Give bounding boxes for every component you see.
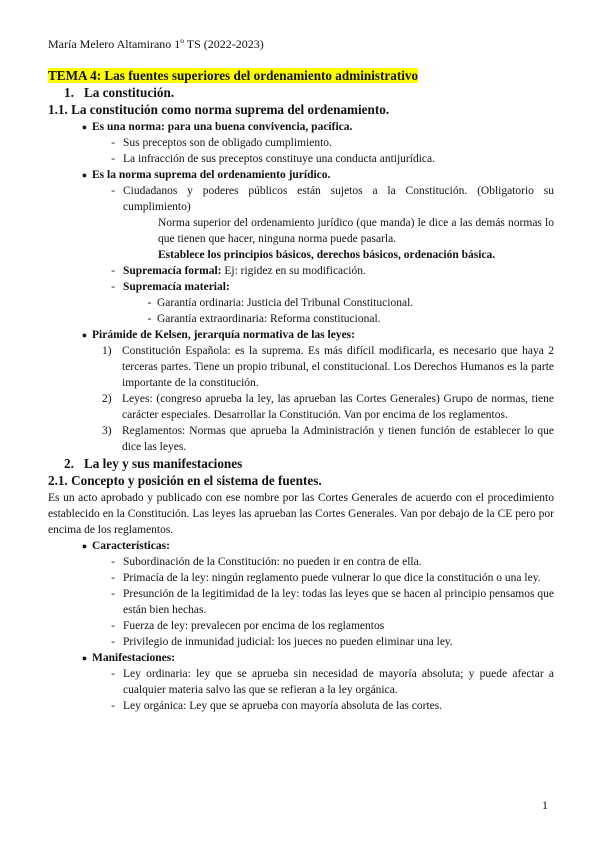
section-2-number: 2.: [64, 456, 74, 471]
dash-item: [48, 586, 554, 618]
sub-dash-item: [48, 311, 554, 327]
dash-icon: -: [111, 620, 115, 632]
bullet-item: [48, 650, 554, 666]
dash-item: [48, 698, 554, 714]
sub-dash-item: [48, 295, 554, 311]
dash-icon: -: [111, 588, 115, 600]
indented-paragraph: Norma superior del ordenamiento jurídico (que manda) le dice a las demás normas lo que tienen que hacer, ninguna norma puede pasarla.: [158, 217, 554, 245]
dash-item: [48, 279, 554, 295]
dash-icon: -: [111, 153, 115, 165]
page-header: María Melero Altamirano 1º TS (2022-2023): [48, 37, 264, 51]
dash-text: Ley orgánica: Ley que se aprueba con mayoría absoluta de las cortes.: [123, 700, 443, 712]
dash-text: Ej: rigidez en su modificación.: [221, 265, 366, 277]
dash-icon: -: [111, 556, 115, 568]
section-1-number: 1.: [64, 85, 74, 100]
bullet-item: [48, 538, 554, 554]
sub-dash-text: Garantía extraordinaria: Reforma constitucional.: [157, 313, 381, 325]
bullet-text: Es una norma: para una buena convivencia, pacífica.: [92, 121, 353, 133]
numbered-item: [48, 343, 554, 391]
item-number: 1): [102, 345, 112, 357]
dash-item: [48, 634, 554, 650]
bullet-dot-icon: ●: [81, 541, 88, 551]
dash-text: Subordinación de la Constitución: no pueden ir en contra de ella.: [123, 556, 422, 568]
bullet-dot-icon: ●: [81, 653, 88, 663]
dash-icon: -: [111, 137, 115, 149]
section-1-title: La constitución.: [84, 85, 175, 100]
numbered-item: [48, 391, 554, 423]
body-paragraph: Es un acto aprobado y publicado con ese nombre por las Cortes Generales de acuerdo con el procedimiento establecido en la Constitución. Las leyes las aprueban las Cortes Generales. Van por debajo de la CE pero por encima de los reglamentos.: [48, 492, 554, 536]
document-body: [48, 67, 554, 714]
item-number: 3): [102, 425, 112, 437]
section-2-title: La ley y sus manifestaciones: [84, 456, 243, 471]
page-number: 1: [542, 798, 548, 812]
dash-item: [48, 554, 554, 570]
dash-text: La infracción de sus preceptos constituye una conducta antijurídica.: [123, 153, 435, 165]
bullet-item: [48, 167, 554, 183]
dash-icon: -: [111, 636, 115, 648]
dash-text: Ciudadanos y poderes públicos están sujetos a la Constitución. (Obligatorio su cumplimiento): [123, 185, 554, 213]
dash-icon: -: [111, 185, 115, 197]
dash-item: [48, 151, 554, 167]
item-text: Leyes: (congreso aprueba la ley, las aprueban las Cortes Generales) Grupo de normas, tiene carácter especiales. Desarrollar la Constitución. Van por encima de los reglamentos.: [122, 393, 554, 421]
dash-text: Sus preceptos son de obligado cumplimiento.: [123, 137, 332, 149]
dash-icon: -: [111, 265, 115, 277]
title-highlight: TEMA 4: Las fuentes superiores del ordenamiento administrativo: [48, 68, 419, 83]
page-title: [48, 67, 554, 84]
dash-label: Supremacía material:: [123, 281, 230, 293]
dash-icon: -: [147, 297, 152, 309]
dash-icon: -: [111, 668, 115, 680]
dash-icon: -: [147, 313, 152, 325]
item-text: Reglamentos: Normas que aprueba la Administración y tienen función de establecer lo que dice las leyes.: [122, 425, 554, 453]
dash-item: [48, 263, 554, 279]
bullet-text: Características:: [92, 540, 170, 552]
dash-item: [48, 666, 554, 698]
dash-label: Supremacía formal:: [123, 265, 222, 277]
dash-icon: -: [111, 572, 115, 584]
dash-text: Presunción de la legitimidad de la ley: todas las leyes que se hacen al principio pensamos que están bien hechas.: [123, 588, 554, 616]
section-2-heading: [48, 455, 554, 472]
dash-item: [48, 135, 554, 151]
dash-item: [48, 183, 554, 215]
subsection-1-1-heading: 1.1. La constitución como norma suprema del ordenamiento.: [48, 102, 390, 117]
dash-text: Fuerza de ley: prevalecen por encima de los reglamentos: [123, 620, 385, 632]
section-1-heading: [48, 84, 554, 101]
bullet-text: Pirámide de Kelsen, jerarquía normativa de las leyes:: [92, 329, 355, 341]
dash-text: Ley ordinaria: ley que se aprueba sin necesidad de mayoría absoluta; y puede afectar a cualquier materia salvo las que se refieran a la ley orgánica.: [123, 668, 554, 696]
dash-icon: -: [111, 700, 115, 712]
indented-bold-paragraph: Establece los principios básicos, derechos básicos, ordenación básica.: [158, 249, 496, 261]
bullet-text: Es la norma suprema del ordenamiento jurídico.: [92, 169, 331, 181]
bullet-dot-icon: ●: [81, 330, 88, 340]
dash-item: [48, 570, 554, 586]
subsection-2-1-heading: 2.1. Concepto y posición en el sistema de fuentes.: [48, 473, 322, 488]
dash-text: Privilegio de inmunidad judicial: los jueces no pueden eliminar una ley.: [123, 636, 453, 648]
dash-text: Primacía de la ley: ningún reglamento puede vulnerar lo que dice la constitución o una ley.: [123, 572, 541, 584]
bullet-dot-icon: ●: [81, 122, 88, 132]
dash-icon: -: [111, 281, 115, 293]
dash-item: [48, 618, 554, 634]
sub-dash-text: Garantía ordinaria: Justicia del Tribunal Constitucional.: [157, 297, 414, 309]
bullet-item: [48, 327, 554, 343]
numbered-item: [48, 423, 554, 455]
item-text: Constitución Española: es la suprema. Es más difícil modificarla, es necesario que haya 2 terceras partes. Tiene un propio tribunal, el constitucional. Los Derechos Humanos es la parte importante de la constitución.: [122, 345, 554, 389]
bullet-item: [48, 119, 554, 135]
bullet-dot-icon: ●: [81, 170, 88, 180]
item-number: 2): [102, 393, 112, 405]
bullet-text: Manifestaciones:: [92, 652, 176, 664]
